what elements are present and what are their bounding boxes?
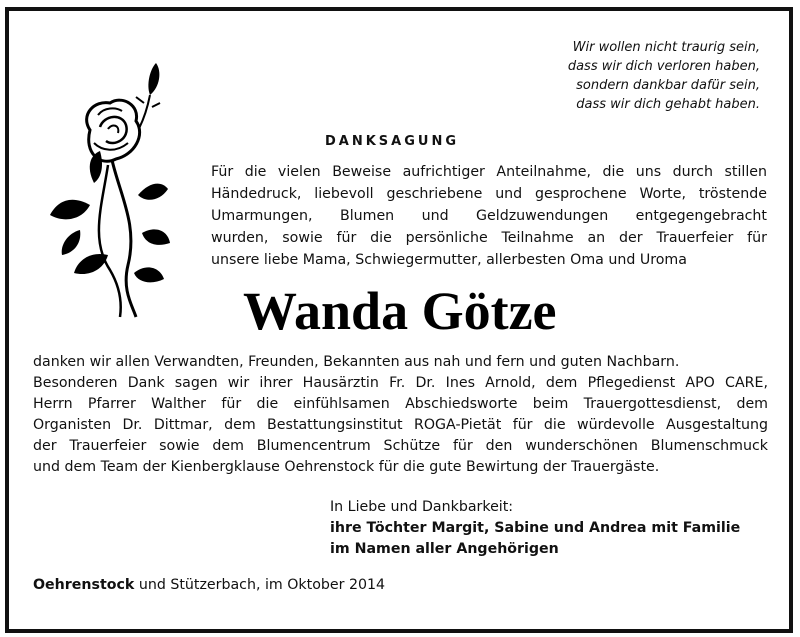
heading: DANKSAGUNG bbox=[325, 134, 460, 149]
poem-line: dass wir dich verloren haben, bbox=[567, 59, 760, 74]
poem-line: sondern dankbar dafür sein, bbox=[576, 78, 760, 93]
intro-line: Für die vielen Beweise aufrichtiger Anteilnahme, die uns durch stillen bbox=[211, 164, 767, 180]
poem bbox=[480, 38, 760, 114]
body-line: Besonderen Dank sagen wir ihrer Hausärztin Fr. Dr. Ines Arnold, dem Pflegedienst APO CARE, bbox=[33, 375, 768, 391]
signers: ihre Töchter Margit, Sabine und Andrea mit Familie bbox=[330, 520, 741, 536]
poem-line: Wir wollen nicht traurig sein, bbox=[572, 40, 760, 55]
closing-line: In Liebe und Dankbarkeit: bbox=[330, 499, 514, 515]
closing-signature bbox=[330, 497, 740, 560]
place-rest: und Stützerbach, im Oktober 2014 bbox=[134, 577, 386, 593]
intro-line: Händedruck, liebevoll geschriebene und gesprochene Worte, tröstende bbox=[211, 186, 767, 202]
body-line: Herrn Pfarrer Walther für die einfühlsamen Abschiedsworte beim Trauergottesdienst, dem bbox=[33, 396, 768, 412]
intro-line: Umarmungen, Blumen und Geldzuwendungen entgegengebracht bbox=[211, 208, 767, 224]
place-date bbox=[33, 577, 385, 593]
place-name: Oehrenstock bbox=[33, 577, 135, 593]
deceased-name: Wanda Götze bbox=[243, 281, 557, 341]
intro-text bbox=[211, 161, 767, 271]
body-line: Organisten Dr. Dittmar, dem Bestattungsinstitut ROGA-Pietät für die würdevolle Ausgestaltung bbox=[33, 417, 768, 433]
rose-illustration bbox=[50, 55, 170, 320]
body-text bbox=[33, 352, 768, 478]
intro-line: wurden, sowie für die persönliche Teilnahme an der Trauerfeier für bbox=[211, 230, 767, 246]
intro-line: unsere liebe Mama, Schwiegermutter, allerbesten Oma und Uroma bbox=[211, 252, 687, 268]
body-line: der Trauerfeier sowie dem Blumencentrum Schütze für den wunderschönen Blumenschmuck bbox=[33, 438, 768, 454]
poem-line: dass wir dich gehabt haben. bbox=[576, 97, 760, 112]
body-line: und dem Team der Kienbergklause Oehrenstock für die gute Bewirtung der Trauergäste. bbox=[33, 459, 660, 475]
body-line: danken wir allen Verwandten, Freunden, Bekannten aus nah und fern und guten Nachbarn. bbox=[33, 354, 680, 370]
signers-note: im Namen aller Angehörigen bbox=[330, 541, 559, 557]
